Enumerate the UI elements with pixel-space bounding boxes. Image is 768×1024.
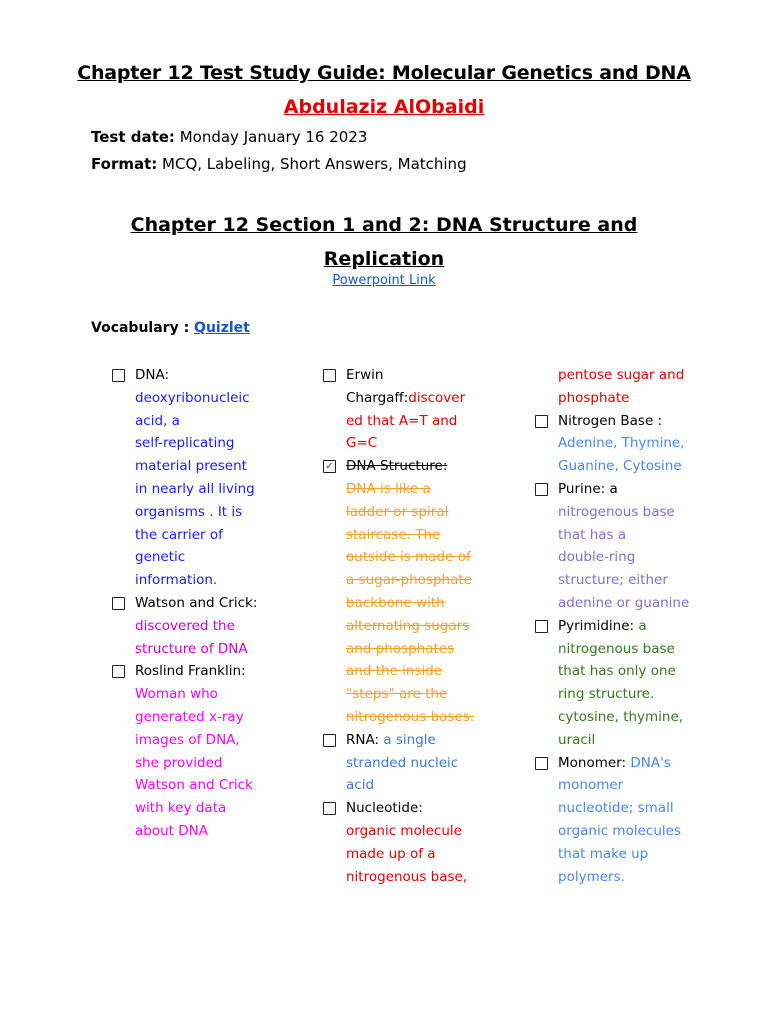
- test-date-label: Test date:: [91, 128, 175, 146]
- definition-line: deoxyribonucleic: [135, 389, 250, 406]
- definition-line: generated x-ray: [135, 708, 244, 725]
- vocab-column-1: [112, 364, 287, 843]
- term-chargaff: Erwin: [346, 367, 384, 383]
- definition-line: nitrogenous base: [558, 503, 675, 520]
- section-title-line1: Chapter 12 Section 1 and 2: DNA Structure and: [130, 214, 638, 236]
- definition-line: she provided: [135, 754, 223, 771]
- vocab-item-purine: [535, 478, 705, 615]
- checkbox-icon[interactable]: [535, 483, 548, 496]
- definition-line: alternating sugars: [346, 617, 470, 634]
- definition-line: in nearly all living: [135, 480, 255, 497]
- definition-line: phosphate: [558, 389, 630, 406]
- test-date-value: Monday January 16 2023: [179, 128, 368, 146]
- definition-line: and the inside: [346, 663, 443, 680]
- definition-line: discover: [408, 389, 466, 406]
- section-title-line2: Replication: [323, 248, 445, 270]
- page-title: Chapter 12 Test Study Guide: Molecular Genetics and DNA: [77, 62, 691, 84]
- definition-line: information.: [135, 572, 218, 589]
- quizlet-link[interactable]: Quizlet: [194, 320, 250, 336]
- definition-line: organic molecule: [346, 822, 462, 839]
- vocabulary-label: Vocabulary :: [91, 320, 190, 336]
- definition-line: DNA is like a: [346, 480, 431, 497]
- vocab-item-rna: [323, 729, 498, 797]
- definition-line: acid: [346, 777, 375, 794]
- definition-line: ring structure.: [558, 686, 655, 703]
- term-nucleotide: Nucleotide:: [346, 800, 423, 817]
- vocab-item-dna: [112, 364, 287, 592]
- term-chargaff-2: Chargaff:: [346, 389, 409, 406]
- term-rna: RNA:: [346, 731, 380, 748]
- vocab-column-2: [323, 364, 498, 888]
- term-pyrimidine: Pyrimidine:: [558, 617, 635, 634]
- definition-line: stranded nucleic: [346, 754, 459, 771]
- format-value: MCQ, Labeling, Short Answers, Matching: [162, 155, 467, 173]
- powerpoint-link[interactable]: Powerpoint Link: [332, 273, 436, 288]
- definition-line: nucleotide; small: [558, 800, 674, 817]
- definition-line: that has only one: [558, 663, 676, 680]
- checkbox-icon[interactable]: [535, 415, 548, 428]
- definition-line: ed that A=T and: [346, 412, 458, 429]
- definition-line: ladder or spiral: [346, 503, 449, 520]
- checkbox-icon[interactable]: [112, 597, 125, 610]
- definition-line: about DNA: [135, 822, 208, 839]
- vocab-item-monomer: [535, 752, 705, 889]
- definition-line: nitrogenous base: [558, 640, 675, 657]
- definition-line: "steps" are the: [346, 686, 448, 703]
- definition-line: a sugar-phosphate: [346, 572, 472, 589]
- vocab-item-nitrogen-base: [535, 410, 705, 478]
- definition-line: that make up: [558, 845, 649, 862]
- definition-line: made up of a: [346, 845, 436, 862]
- vocab-item-franklin: [112, 660, 287, 842]
- checkbox-icon[interactable]: [112, 665, 125, 678]
- term-watson-crick: Watson and Crick:: [135, 594, 258, 611]
- definition-line: with key data: [135, 800, 227, 817]
- checkbox-icon[interactable]: [535, 620, 548, 633]
- definition-line: monomer: [558, 777, 624, 794]
- definition-line: structure of DNA: [135, 640, 248, 657]
- checkbox-icon[interactable]: [323, 802, 336, 815]
- definition-line: G=C: [346, 435, 378, 452]
- checkbox-icon[interactable]: [112, 369, 125, 382]
- term-nitrogen-base: Nitrogen Base :: [558, 412, 663, 429]
- term-dna-structure: DNA Structure:: [346, 458, 448, 475]
- definition-line: nitrogenous bases.: [346, 708, 475, 725]
- definition-line: staircase. The: [346, 526, 441, 543]
- definition-line: acid, a: [135, 412, 180, 429]
- definition-line: pentose sugar and: [558, 367, 685, 383]
- vocab-item-dna-structure: [323, 455, 498, 729]
- definition-line: that has a: [558, 526, 627, 543]
- definition-line: adenine or guanine: [558, 594, 690, 611]
- definition-line: a: [609, 480, 618, 497]
- definition-line: the carrier of: [135, 526, 223, 543]
- nucleotide-continuation: [535, 364, 705, 410]
- term-dna: DNA:: [135, 367, 170, 383]
- checkbox-icon[interactable]: [323, 734, 336, 747]
- vocab-column-3: [535, 364, 705, 888]
- definition-line: images of DNA,: [135, 731, 240, 748]
- term-monomer: Monomer:: [558, 754, 627, 771]
- definition-line: a single: [383, 731, 436, 748]
- definition-line: organisms . It is: [135, 503, 243, 520]
- vocab-item-watson-crick: [112, 592, 287, 660]
- definition-line: discovered the: [135, 617, 235, 634]
- vocab-item-nucleotide: [323, 797, 498, 888]
- definition-line: Adenine, Thymine,: [558, 435, 685, 452]
- definition-line: structure; either: [558, 572, 668, 589]
- format-label: Format:: [91, 155, 158, 173]
- vocab-item-chargaff: [323, 364, 498, 455]
- definition-line: material present: [135, 458, 247, 475]
- checkbox-icon[interactable]: [535, 757, 548, 770]
- definition-line: Watson and Crick: [135, 777, 253, 794]
- author-name: Abdulaziz AlObaidi: [283, 96, 485, 118]
- definition-line: nitrogenous base,: [346, 868, 468, 885]
- checkbox-icon[interactable]: [323, 369, 336, 382]
- definition-line: DNA's: [630, 754, 671, 771]
- vocab-item-pyrimidine: [535, 615, 705, 752]
- definition-line: double-ring: [558, 549, 636, 566]
- definition-line: Guanine, Cytosine: [558, 458, 682, 475]
- vocabulary-line: [91, 320, 250, 336]
- definition-line: genetic: [135, 549, 186, 566]
- term-purine: Purine:: [558, 480, 606, 497]
- definition-line: self-replicating: [135, 435, 235, 452]
- definition-line: Woman who: [135, 686, 218, 703]
- definition-line: and phosphates: [346, 640, 455, 657]
- test-date-line: [91, 128, 367, 146]
- checked-checkbox-icon[interactable]: ✓: [323, 460, 336, 473]
- definition-line: a: [638, 617, 647, 634]
- definition-line: organic molecules: [558, 822, 681, 839]
- definition-line: polymers.: [558, 868, 625, 885]
- format-line: [91, 155, 467, 173]
- definition-line: outside is made of: [346, 549, 471, 566]
- definition-line: backbone with: [346, 594, 445, 611]
- definition-line: uracil: [558, 731, 596, 748]
- definition-line: cytosine, thymine,: [558, 708, 684, 725]
- section-heading: [0, 208, 768, 276]
- term-franklin: Roslind Franklin:: [135, 663, 246, 680]
